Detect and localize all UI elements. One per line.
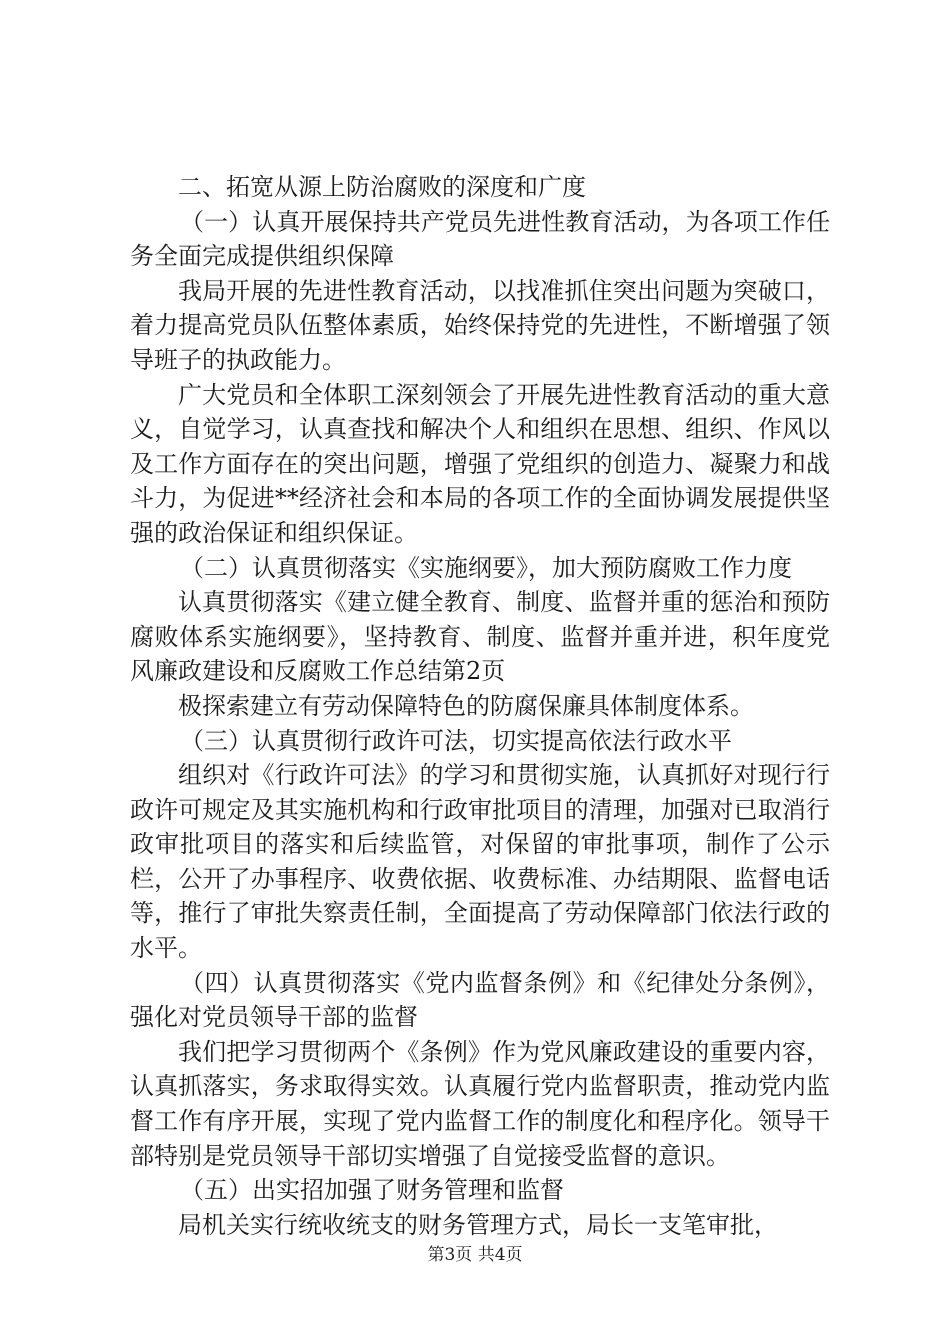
subsection-heading-4: （四）认真贯彻落实《党内监督条例》和《纪律处分条例》，强化对党员领导干部的监督 [130,968,830,1032]
page-footer: 第3页 共4页 [427,1245,523,1265]
paragraph: 广大党员和全体职工深刻领会了开展先进性教育活动的重大意义，自觉学习，认真查找和解决个人和组织在思想、组织、作风以及工作方面存在的突出问题，增强了党组织的创造力、凝聚力和战斗力，为促进**经济社会和本局的各项工作的全面协调发展提供坚强的政治保证和组织保证。 [130,380,830,547]
subsection-heading-2: （二）认真贯彻落实《实施纲要》，加大预防腐败工作力度 [180,553,792,582]
document-body [130,170,830,1242]
subsection-heading-1: （一）认真开展保持共产党员先进性教育活动，为各项工作任务全面完成提供组织保障 [130,207,830,271]
paragraph: 我们把学习贯彻两个《条例》作为党风廉政建设的重要内容，认真抓落实，务求取得实效。认真履行党内监督职责，推动党内监督工作有序开展，实现了党内监督工作的制度化和程序化。领导干部特别是党员领导干部切实增强了自觉接受监督的意识。 [130,1037,830,1170]
paragraph: 局机关实行统收统支的财务管理方式，局长一支笔审批， [178,1210,778,1239]
paragraph: 认真贯彻落实《建立健全教育、制度、监督并重的惩治和预防腐败体系实施纲要》，坚持教育、制度、监督并重并进，积年度党风廉政建设和反腐败工作总结第2页 [130,588,830,686]
subsection-heading-5: （五）出实招加强了财务管理和监督 [180,1176,564,1205]
paragraph: 我局开展的先进性教育活动，以找准抓住突出问题为突破口，着力提高党员队伍整体素质，始终保持党的先进性，不断增强了领导班子的执政能力。 [130,276,830,374]
paragraph: 极探索建立有劳动保障特色的防腐保廉具体制度体系。 [178,691,754,720]
section-heading: 二、拓宽从源上防治腐败的深度和广度 [178,173,586,201]
subsection-heading-3: （三）认真贯彻行政许可法，切实提高依法行政水平 [180,726,732,755]
paragraph: 组织对《行政许可法》的学习和贯彻实施，认真抓好对现行行政许可规定及其实施机构和行政审批项目的清理，加强对已取消行政审批项目的落实和后续监管，对保留的审批事项，制作了公示栏，公开了办事程序、收费依据、收费标准、办结期限、监督电话等，推行了审批失察责任制，全面提高了劳动保障部门依法行政的水平。 [130,761,830,963]
